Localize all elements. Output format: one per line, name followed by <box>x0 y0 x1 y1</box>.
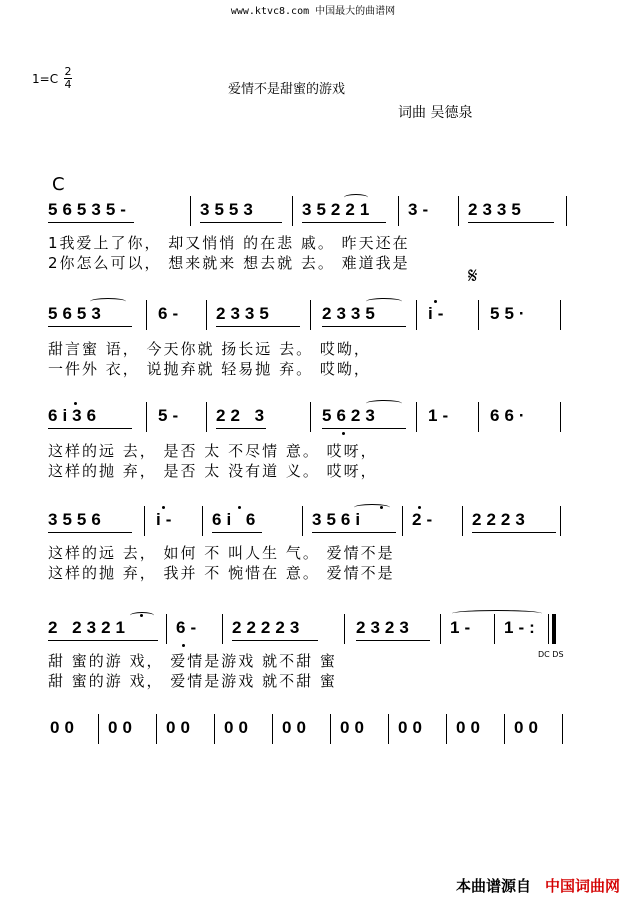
measure: 5653 <box>48 304 106 323</box>
measure: 5623 <box>322 406 380 425</box>
measure: 00 <box>514 718 543 737</box>
lyrics-verse-2: 一件外 衣， 说抛弃就 轻易抛 弃。 哎呦， <box>48 360 371 378</box>
score-system-6 <box>0 718 626 748</box>
score-system-3 <box>0 406 626 436</box>
measure: 2323 <box>356 618 414 637</box>
measure: 2 2321 <box>48 618 130 637</box>
measure: 22 3 <box>216 406 270 425</box>
dc-ds-marking: DC DS <box>538 650 564 659</box>
lyrics-verse-1: 这样的远 去， 如何 不 叫人生 气。 爱情不是 <box>48 544 395 562</box>
measure: 3556 <box>48 510 106 529</box>
footer-source <box>456 875 620 896</box>
lyrics-verse-1: 甜 蜜的游 戏， 爱情是游戏 就不甜 蜜 <box>48 652 337 670</box>
footer-brand-link[interactable]: 中国词曲网 <box>544 877 620 895</box>
measure: 6- <box>158 304 184 323</box>
lyrics-verse-1: 甜言蜜 语， 今天你就 扬长远 去。 哎呦， <box>48 340 371 358</box>
lyrics-verse-2: 这样的抛 弃， 是否 太 没有道 义。 哎呀， <box>48 462 378 480</box>
measure: 2335 <box>322 304 380 323</box>
measure: 1- <box>428 406 454 425</box>
measure: 56535- <box>48 200 131 219</box>
measure: 6i36 <box>48 406 102 425</box>
measure: 6- <box>176 618 202 637</box>
lyrics-verse-2: 甜 蜜的游 戏， 爱情是游戏 就不甜 蜜 <box>48 672 337 690</box>
measure: 2223 <box>472 510 530 529</box>
measure: 00 <box>50 718 79 737</box>
measure: 00 <box>224 718 253 737</box>
measure: i- <box>156 510 177 529</box>
source-header: www.ktvc8.com 中国最大的曲谱网 <box>230 6 396 17</box>
score-system-2 <box>0 304 626 334</box>
measure: 6i 6 <box>212 510 261 529</box>
measure: 5- <box>158 406 184 425</box>
measure: 00 <box>340 718 369 737</box>
measure: 35221 <box>302 200 375 219</box>
measure: 356i <box>312 510 366 529</box>
score-system-5 <box>0 618 626 648</box>
measure: 00 <box>456 718 485 737</box>
score-system-1 <box>0 200 626 230</box>
lyrics-verse-2: 这样的抛 弃， 我并 不 惋惜在 意。 爱情不是 <box>48 564 395 582</box>
measure: 2335 <box>216 304 274 323</box>
measure: 00 <box>108 718 137 737</box>
footer-label: 本曲谱源自 <box>455 877 531 895</box>
measure: 2335 <box>468 200 526 219</box>
measure: 00 <box>166 718 195 737</box>
measure: 1- <box>450 618 476 637</box>
time-signature <box>64 66 72 91</box>
measure: 2- <box>412 510 438 529</box>
measure: 55· <box>490 304 530 323</box>
measure: i- <box>428 304 449 323</box>
measure: 22223 <box>232 618 305 637</box>
song-title: 爱情不是甜蜜的游戏 <box>228 82 346 97</box>
lyrics-verse-1: 1我爱上了你， 却又悄悄 的在悲 戚。 昨天还在 <box>48 234 410 252</box>
measure: 66· <box>490 406 530 425</box>
score-system-4 <box>0 510 626 540</box>
lyrics-verse-2: 2你怎么可以， 想来就来 想去就 去。 难道我是 <box>48 254 410 272</box>
key-signature: 1=C <box>32 72 59 86</box>
segno-icon: 𝄋 <box>468 264 478 289</box>
measure: 00 <box>398 718 427 737</box>
measure: 3- <box>408 200 434 219</box>
chord-symbol: C <box>52 174 65 195</box>
time-denominator: 4 <box>64 78 72 91</box>
time-numerator: 2 <box>64 65 72 78</box>
measure: 00 <box>282 718 311 737</box>
measure: 3553 <box>200 200 258 219</box>
lyrics-verse-1: 这样的远 去， 是否 太 不尽情 意。 哎呀， <box>48 442 378 460</box>
song-author: 词曲 吴德泉 <box>398 105 473 121</box>
measure: 1-: <box>504 618 540 637</box>
